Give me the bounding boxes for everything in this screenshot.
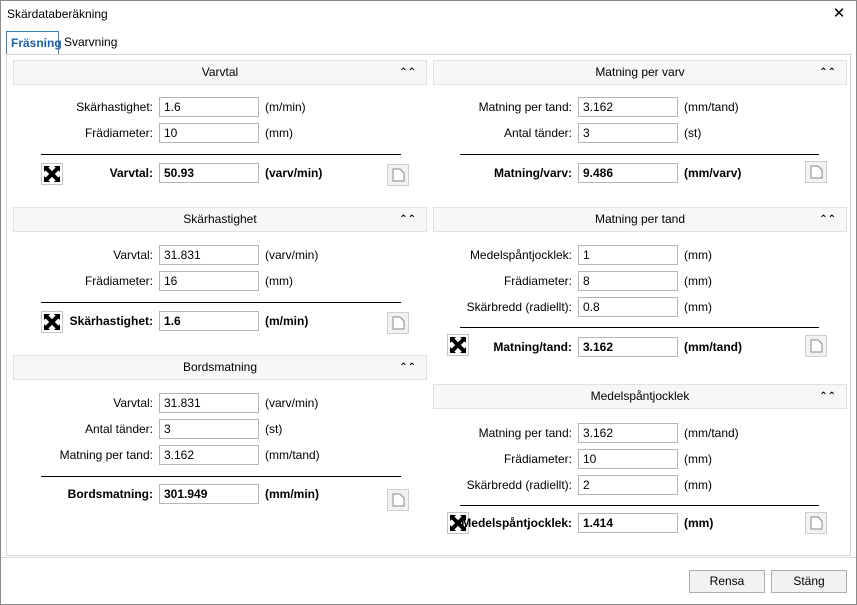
result-unit: (mm/varv) bbox=[684, 166, 742, 180]
result-row bbox=[433, 513, 847, 533]
matning-per-tand-input[interactable]: 3.162 bbox=[578, 97, 678, 117]
chevron-double-up-icon[interactable]: ⌃⌃ bbox=[399, 214, 416, 225]
field-label: Medelspåntjocklek: bbox=[469, 248, 572, 262]
copy-icon bbox=[806, 162, 826, 182]
skarhastighet-result[interactable]: 1.6 bbox=[159, 311, 259, 331]
antal-tander-input[interactable]: 3 bbox=[578, 123, 678, 143]
result-label: Matning/varv: bbox=[493, 166, 572, 180]
result-unit: (mm) bbox=[684, 516, 714, 530]
field-unit: (mm/tand) bbox=[265, 448, 320, 462]
field-unit: (mm) bbox=[684, 452, 712, 466]
panel-header-bordsmatning[interactable] bbox=[13, 355, 427, 380]
field-label: Frädiameter: bbox=[503, 452, 572, 466]
field-row bbox=[13, 445, 427, 465]
field-label: Skärbredd (radiellt): bbox=[466, 478, 572, 492]
fradiameter-input[interactable]: 8 bbox=[578, 271, 678, 291]
copy-skarhastighet-button[interactable] bbox=[387, 312, 409, 334]
field-unit: (mm) bbox=[684, 300, 712, 314]
result-unit: (m/min) bbox=[265, 314, 309, 328]
panel-varvtal bbox=[13, 60, 427, 195]
matning-per-tand-input[interactable]: 3.162 bbox=[578, 423, 678, 443]
medelspantjocklek-input[interactable]: 1 bbox=[578, 245, 678, 265]
fradiameter-input[interactable]: 10 bbox=[159, 123, 259, 143]
field-unit: (mm/tand) bbox=[684, 100, 739, 114]
varvtal-result[interactable]: 50.93 bbox=[159, 163, 259, 183]
field-row bbox=[433, 245, 847, 265]
panel-matning-per-varv bbox=[433, 60, 847, 195]
panel-title: Varvtal bbox=[201, 65, 239, 79]
panel-header-skarhastighet[interactable] bbox=[13, 207, 427, 232]
field-row bbox=[433, 297, 847, 317]
field-label: Frädiameter: bbox=[84, 126, 153, 140]
skarbredd-input[interactable]: 2 bbox=[578, 475, 678, 495]
field-row bbox=[13, 419, 427, 439]
separator bbox=[41, 302, 401, 303]
panel-title: Matning per varv bbox=[595, 65, 685, 79]
field-label: Varvtal: bbox=[113, 396, 153, 410]
result-row bbox=[13, 163, 427, 183]
chevron-double-up-icon[interactable]: ⌃⌃ bbox=[819, 391, 836, 402]
field-label: Matning per tand: bbox=[478, 100, 572, 114]
field-row bbox=[13, 123, 427, 143]
field-unit: (mm) bbox=[684, 478, 712, 492]
matning-varv-result[interactable]: 9.486 bbox=[578, 163, 678, 183]
copy-matning-tand-button[interactable] bbox=[805, 335, 827, 357]
result-row bbox=[433, 337, 847, 357]
antal-tander-input[interactable]: 3 bbox=[159, 419, 259, 439]
separator bbox=[460, 327, 819, 328]
field-label: Skärbredd (radiellt): bbox=[466, 300, 572, 314]
field-unit: (mm) bbox=[265, 126, 293, 140]
field-unit: (m/min) bbox=[265, 100, 306, 114]
field-unit: (varv/min) bbox=[265, 396, 319, 410]
separator bbox=[460, 154, 819, 155]
field-label: Antal tänder: bbox=[503, 126, 572, 140]
tab-svarvning[interactable]: Svarvning bbox=[64, 35, 118, 49]
matning-per-tand-input[interactable]: 3.162 bbox=[159, 445, 259, 465]
chevron-double-up-icon[interactable]: ⌃⌃ bbox=[819, 214, 836, 225]
field-label: Antal tänder: bbox=[84, 422, 153, 436]
varvtal-input[interactable]: 31.831 bbox=[159, 393, 259, 413]
field-unit: (mm/tand) bbox=[684, 426, 739, 440]
field-row bbox=[433, 423, 847, 443]
panel-title: Skärhastighet bbox=[183, 212, 257, 226]
field-label: Varvtal: bbox=[113, 248, 153, 262]
close-button[interactable]: Stäng bbox=[771, 570, 847, 593]
field-unit: (mm) bbox=[684, 248, 712, 262]
skarhastighet-input[interactable]: 1.6 bbox=[159, 97, 259, 117]
copy-icon bbox=[806, 336, 826, 356]
result-row bbox=[13, 311, 427, 331]
field-row bbox=[433, 475, 847, 495]
chevron-double-up-icon[interactable]: ⌃⌃ bbox=[399, 362, 416, 373]
field-row bbox=[13, 271, 427, 291]
panel-matning-per-tand bbox=[433, 207, 847, 367]
field-unit: (varv/min) bbox=[265, 248, 319, 262]
field-row bbox=[13, 393, 427, 413]
result-label: Bordsmatning: bbox=[67, 487, 153, 501]
separator bbox=[41, 476, 401, 477]
copy-bordsmatning-button[interactable] bbox=[387, 489, 409, 511]
copy-icon bbox=[388, 490, 408, 510]
field-unit: (mm) bbox=[265, 274, 293, 288]
bordsmatning-result[interactable]: 301.949 bbox=[159, 484, 259, 504]
panel-header-matning-per-varv[interactable] bbox=[433, 60, 847, 85]
matning-tand-result[interactable]: 3.162 bbox=[578, 337, 678, 357]
field-row bbox=[433, 271, 847, 291]
result-label: Varvtal: bbox=[109, 166, 153, 180]
result-unit: (mm/tand) bbox=[684, 340, 742, 354]
field-unit: (st) bbox=[265, 422, 283, 436]
clear-button[interactable]: Rensa bbox=[689, 570, 765, 593]
field-label: Matning per tand: bbox=[478, 426, 572, 440]
field-label: Frädiameter: bbox=[84, 274, 153, 288]
copy-medelspantjocklek-button[interactable] bbox=[805, 512, 827, 534]
result-row bbox=[433, 163, 847, 183]
chevron-double-up-icon[interactable]: ⌃⌃ bbox=[819, 67, 836, 78]
panel-title: Medelspåntjocklek bbox=[590, 389, 690, 403]
field-row bbox=[433, 123, 847, 143]
copy-varvtal-button[interactable] bbox=[387, 164, 409, 186]
field-unit: (st) bbox=[684, 126, 702, 140]
panel-header-medelspantjocklek[interactable] bbox=[433, 384, 847, 409]
title-bar bbox=[1, 1, 856, 29]
copy-icon bbox=[388, 165, 408, 185]
window-title: Skärdataberäkning bbox=[7, 7, 108, 21]
panel-bordsmatning bbox=[13, 355, 427, 515]
field-label: Frädiameter: bbox=[503, 274, 572, 288]
panel-skarhastighet bbox=[13, 207, 427, 337]
copy-icon bbox=[388, 313, 408, 333]
panel-title: Bordsmatning bbox=[182, 360, 258, 374]
panel-header-matning-per-tand[interactable] bbox=[433, 207, 847, 232]
skarbredd-input[interactable]: 0.8 bbox=[578, 297, 678, 317]
close-icon[interactable]: ✕ bbox=[832, 5, 846, 22]
copy-matning-varv-button[interactable] bbox=[805, 161, 827, 183]
panel-medelspantjocklek bbox=[433, 384, 847, 544]
field-label: Matning per tand: bbox=[59, 448, 153, 462]
tab-frasning[interactable]: Fräsning bbox=[6, 31, 59, 55]
result-unit: (varv/min) bbox=[265, 166, 323, 180]
panel-header-varvtal[interactable] bbox=[13, 60, 427, 85]
fradiameter-input[interactable]: 16 bbox=[159, 271, 259, 291]
result-unit: (mm/min) bbox=[265, 487, 319, 501]
separator bbox=[41, 154, 401, 155]
result-label: Medelspåntjocklek: bbox=[461, 516, 572, 530]
field-unit: (mm) bbox=[684, 274, 712, 288]
result-row bbox=[13, 484, 427, 504]
copy-icon bbox=[806, 513, 826, 533]
field-row bbox=[433, 97, 847, 117]
medelspantjocklek-result[interactable]: 1.414 bbox=[578, 513, 678, 533]
footer-divider bbox=[1, 557, 856, 558]
varvtal-input[interactable]: 31.831 bbox=[159, 245, 259, 265]
fradiameter-input[interactable]: 10 bbox=[578, 449, 678, 469]
result-label: Matning/tand: bbox=[493, 340, 572, 354]
field-label: Skärhastighet: bbox=[76, 100, 153, 114]
result-label: Skärhastighet: bbox=[69, 314, 153, 328]
panel-title: Matning per tand bbox=[594, 212, 686, 226]
chevron-double-up-icon[interactable]: ⌃⌃ bbox=[399, 67, 416, 78]
separator bbox=[460, 505, 819, 506]
field-row bbox=[433, 449, 847, 469]
field-row bbox=[13, 245, 427, 265]
field-row bbox=[13, 97, 427, 117]
